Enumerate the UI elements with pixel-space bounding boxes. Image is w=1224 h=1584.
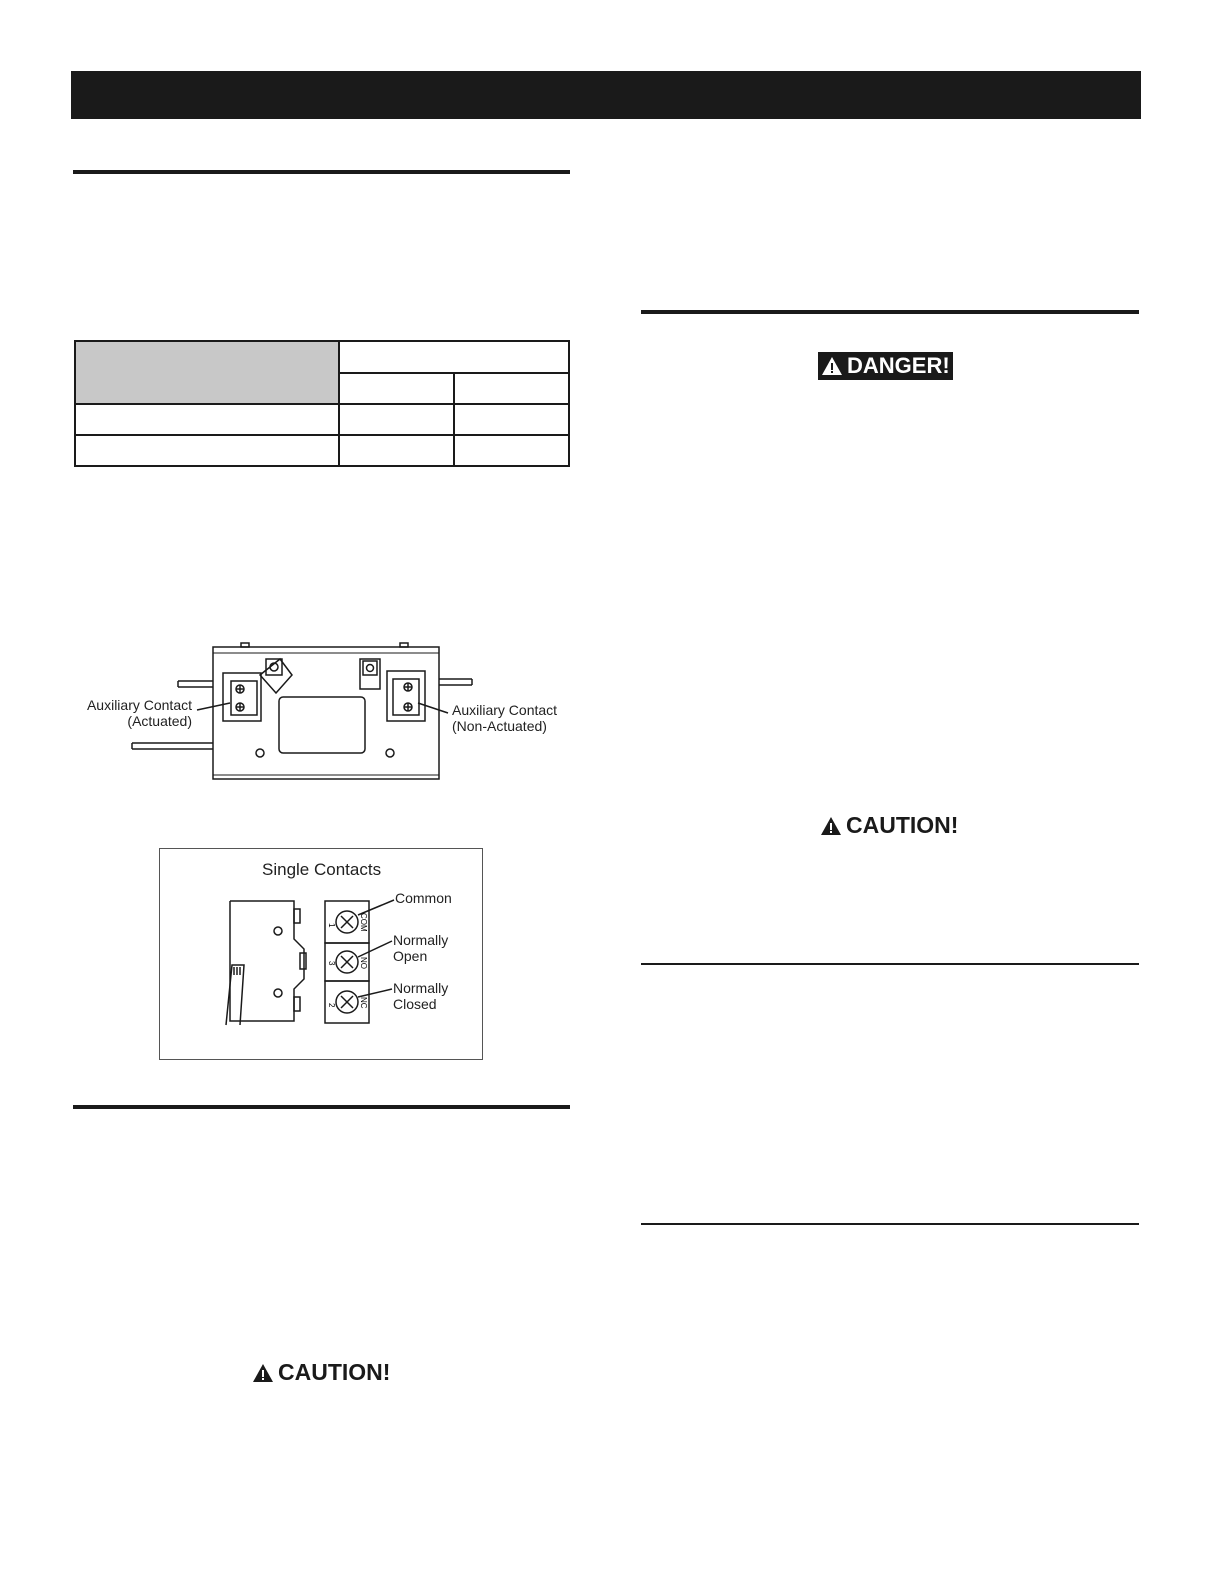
table-cell xyxy=(339,435,454,466)
table-cell xyxy=(454,435,569,466)
single-contacts-figure xyxy=(159,848,483,1060)
terminal-3: 3 xyxy=(327,961,336,966)
single-contacts-title: Single Contacts xyxy=(262,860,382,879)
aux-contact-actuated-label-2: (Actuated) xyxy=(127,713,192,729)
section-rule xyxy=(641,963,1139,965)
table-header-cell xyxy=(75,341,339,404)
section-rule xyxy=(73,1105,570,1109)
section-rule xyxy=(73,170,570,174)
aux-contact-non-actuated-label-1: Auxiliary Contact xyxy=(452,702,558,718)
danger-text: DANGER! xyxy=(847,353,950,378)
page-header-bar xyxy=(71,71,1141,119)
caution-text-right: CAUTION! xyxy=(846,812,959,838)
warning-triangle-icon xyxy=(820,816,842,836)
table-cell xyxy=(75,435,339,466)
table-cell xyxy=(454,404,569,435)
table-cell xyxy=(75,404,339,435)
terminal-1: 1 xyxy=(327,923,336,928)
warning-triangle-icon xyxy=(821,356,843,376)
table-cell xyxy=(339,404,454,435)
caution-badge-left xyxy=(252,1359,390,1386)
section-rule xyxy=(641,310,1139,314)
terminal-2: 2 xyxy=(327,1003,336,1008)
aux-contact-non-actuated-label-2: (Non-Actuated) xyxy=(452,718,547,734)
warning-triangle-icon xyxy=(252,1363,274,1383)
terminal-com: COM xyxy=(359,913,368,932)
ratings-table xyxy=(74,340,570,467)
caution-text-left: CAUTION! xyxy=(278,1359,391,1385)
table-header-cell xyxy=(339,373,454,404)
terminal-no: NO xyxy=(359,957,368,969)
normally-closed-label-1: Normally xyxy=(393,980,449,996)
table-header-cell xyxy=(454,373,569,404)
terminal-nc: NC xyxy=(359,997,368,1009)
normally-closed-label-2: Closed xyxy=(393,996,437,1012)
caution-badge-right xyxy=(820,812,958,839)
normally-open-label-2: Open xyxy=(393,948,428,964)
aux-contact-actuated-label-1: Auxiliary Contact xyxy=(86,697,192,713)
danger-badge xyxy=(818,352,953,380)
table-header-cell xyxy=(339,341,569,373)
normally-open-label-1: Normally xyxy=(393,932,449,948)
section-rule xyxy=(641,1223,1139,1225)
common-label: Common xyxy=(395,890,452,906)
